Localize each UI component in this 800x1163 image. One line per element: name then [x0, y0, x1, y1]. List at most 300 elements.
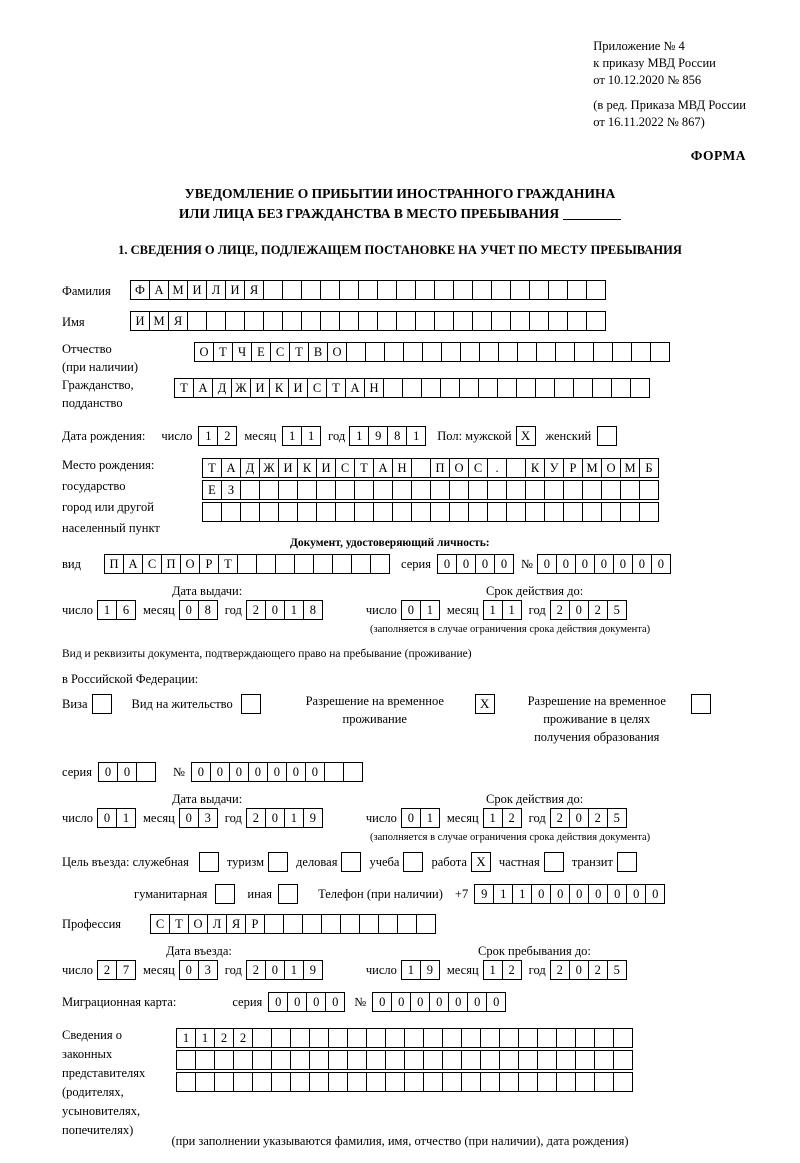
cell[interactable] [366, 1028, 386, 1048]
issue-month-input[interactable] [179, 600, 217, 620]
cell[interactable] [575, 1072, 595, 1092]
cell[interactable] [366, 1050, 386, 1070]
cell[interactable] [402, 378, 422, 398]
cell[interactable] [434, 280, 454, 300]
cell[interactable] [206, 311, 226, 331]
cell[interactable] [404, 1028, 424, 1048]
cell[interactable]: 7 [116, 960, 136, 980]
issue-year-input[interactable] [246, 600, 322, 620]
cell[interactable] [328, 1028, 348, 1048]
permit-valid-year-input[interactable] [550, 808, 626, 828]
cell[interactable]: 2 [246, 600, 266, 620]
cell[interactable]: 2 [550, 808, 570, 828]
cell[interactable] [594, 1028, 614, 1048]
cell[interactable]: 0 [98, 762, 118, 782]
cell[interactable] [411, 480, 431, 500]
cell[interactable] [290, 1072, 310, 1092]
cell[interactable] [422, 342, 442, 362]
cell[interactable]: Ф [130, 280, 150, 300]
edu-residence-checkbox[interactable] [691, 694, 711, 714]
cell[interactable] [252, 1050, 272, 1070]
purpose-private-checkbox[interactable] [544, 852, 564, 872]
cell[interactable] [487, 502, 507, 522]
cell[interactable]: И [278, 458, 298, 478]
cell[interactable]: 0 [448, 992, 468, 1012]
cell[interactable] [309, 1028, 329, 1048]
cell[interactable] [586, 311, 606, 331]
cell[interactable]: 0 [626, 884, 646, 904]
cell[interactable] [620, 480, 640, 500]
cell[interactable] [264, 914, 284, 934]
cell[interactable] [392, 480, 412, 500]
cell[interactable]: С [142, 554, 162, 574]
cell[interactable] [480, 1072, 500, 1092]
visa-checkbox[interactable] [92, 694, 112, 714]
cell[interactable] [460, 342, 480, 362]
cell[interactable]: 9 [303, 960, 323, 980]
cell[interactable] [434, 311, 454, 331]
cell[interactable]: 3 [198, 960, 218, 980]
cell[interactable]: О [180, 554, 200, 574]
cell[interactable] [468, 480, 488, 500]
cell[interactable]: Т [218, 554, 238, 574]
cell[interactable] [517, 342, 537, 362]
cell[interactable]: 0 [651, 554, 671, 574]
cell[interactable]: 2 [588, 808, 608, 828]
cell[interactable] [313, 554, 333, 574]
cell[interactable] [480, 1050, 500, 1070]
cell[interactable]: Ж [259, 458, 279, 478]
cell[interactable] [343, 762, 363, 782]
cell[interactable] [225, 311, 245, 331]
purpose-work-checkbox[interactable]: X [471, 852, 491, 872]
cell[interactable] [449, 502, 469, 522]
cell[interactable] [518, 1028, 538, 1048]
cell[interactable]: К [269, 378, 289, 398]
cell[interactable]: 9 [420, 960, 440, 980]
purpose-tourism-checkbox[interactable] [268, 852, 288, 872]
cell[interactable]: Ч [232, 342, 252, 362]
cell[interactable] [548, 280, 568, 300]
permit-number-input[interactable] [191, 762, 362, 782]
mc-series-input[interactable] [268, 992, 344, 1012]
cell[interactable]: Н [392, 458, 412, 478]
cell[interactable]: 1 [195, 1028, 215, 1048]
cell[interactable]: М [149, 311, 169, 331]
cell[interactable] [480, 1028, 500, 1048]
cell[interactable] [316, 480, 336, 500]
cell[interactable] [472, 311, 492, 331]
cell[interactable]: Ж [231, 378, 251, 398]
cell[interactable] [411, 458, 431, 478]
cell[interactable]: С [150, 914, 170, 934]
cell[interactable]: 1 [493, 884, 513, 904]
cell[interactable]: 1 [502, 600, 522, 620]
cell[interactable] [453, 280, 473, 300]
cell[interactable]: 1 [420, 600, 440, 620]
cell[interactable] [567, 311, 587, 331]
cell[interactable]: Л [207, 914, 227, 934]
cell[interactable] [278, 502, 298, 522]
cell[interactable] [244, 311, 264, 331]
cell[interactable]: 1 [284, 808, 304, 828]
cell[interactable] [403, 342, 423, 362]
cell[interactable] [639, 480, 659, 500]
cell[interactable]: И [288, 378, 308, 398]
cell[interactable] [449, 480, 469, 500]
cell[interactable]: М [168, 280, 188, 300]
cell[interactable]: 0 [575, 554, 595, 574]
cell[interactable] [612, 342, 632, 362]
cell[interactable]: Д [240, 458, 260, 478]
doc-type-input[interactable] [104, 554, 389, 574]
cell[interactable]: Т [354, 458, 374, 478]
cell[interactable] [491, 311, 511, 331]
cell[interactable]: С [270, 342, 290, 362]
cell[interactable] [195, 1072, 215, 1092]
cell[interactable]: 0 [401, 808, 421, 828]
cell[interactable] [259, 480, 279, 500]
cell[interactable]: 1 [420, 808, 440, 828]
cell[interactable] [320, 280, 340, 300]
cell[interactable]: 0 [401, 600, 421, 620]
cell[interactable]: 2 [588, 600, 608, 620]
cell[interactable]: И [250, 378, 270, 398]
cell[interactable]: И [316, 458, 336, 478]
cell[interactable]: 0 [179, 960, 199, 980]
cell[interactable] [442, 1028, 462, 1048]
cell[interactable]: 1 [483, 808, 503, 828]
cell[interactable] [461, 1072, 481, 1092]
cell[interactable]: М [620, 458, 640, 478]
cell[interactable] [320, 311, 340, 331]
cell[interactable]: 0 [179, 808, 199, 828]
cell[interactable] [302, 914, 322, 934]
cell[interactable]: О [327, 342, 347, 362]
cell[interactable] [256, 554, 276, 574]
cell[interactable]: . [487, 458, 507, 478]
cell[interactable] [555, 342, 575, 362]
cell[interactable]: Я [168, 311, 188, 331]
permit-issue-day-input[interactable] [97, 808, 135, 828]
cell[interactable]: 0 [632, 554, 652, 574]
cell[interactable]: 0 [191, 762, 211, 782]
cell[interactable] [506, 458, 526, 478]
cell[interactable] [529, 311, 549, 331]
cell[interactable]: 0 [286, 762, 306, 782]
cell[interactable] [365, 342, 385, 362]
cell[interactable] [459, 378, 479, 398]
cell[interactable] [252, 1072, 272, 1092]
cell[interactable]: О [188, 914, 208, 934]
cell[interactable] [510, 280, 530, 300]
cell[interactable]: А [221, 458, 241, 478]
sex-male-checkbox[interactable]: X [516, 426, 536, 446]
cell[interactable] [377, 280, 397, 300]
cell[interactable] [385, 1028, 405, 1048]
legal-rep-line-3[interactable] [176, 1072, 632, 1092]
purpose-transit-checkbox[interactable] [617, 852, 637, 872]
permit-series-input[interactable] [98, 762, 155, 782]
permit-valid-day-input[interactable] [401, 808, 439, 828]
cell[interactable]: 1 [284, 600, 304, 620]
cell[interactable] [324, 762, 344, 782]
cell[interactable] [347, 1072, 367, 1092]
cell[interactable] [421, 378, 441, 398]
cell[interactable]: 1 [406, 426, 426, 446]
legal-rep-line-1[interactable] [176, 1028, 632, 1048]
cell[interactable]: 0 [531, 884, 551, 904]
cell[interactable] [366, 1072, 386, 1092]
cell[interactable]: 0 [325, 992, 345, 1012]
cell[interactable]: 0 [467, 992, 487, 1012]
cell[interactable]: 2 [502, 960, 522, 980]
cell[interactable]: 2 [246, 808, 266, 828]
cell[interactable] [415, 280, 435, 300]
cell[interactable]: 0 [437, 554, 457, 574]
profession-input[interactable] [150, 914, 435, 934]
cell[interactable]: И [130, 311, 150, 331]
cell[interactable] [136, 762, 156, 782]
cell[interactable]: Е [251, 342, 271, 362]
purpose-other-checkbox[interactable] [278, 884, 298, 904]
cell[interactable] [290, 1050, 310, 1070]
cell[interactable] [499, 1072, 519, 1092]
cell[interactable]: Я [226, 914, 246, 934]
patronymic-input[interactable] [194, 342, 669, 362]
cell[interactable]: 0 [305, 762, 325, 782]
cell[interactable]: 9 [368, 426, 388, 446]
cell[interactable] [537, 1072, 557, 1092]
cell[interactable]: 0 [210, 762, 230, 782]
cell[interactable]: Л [206, 280, 226, 300]
cell[interactable]: 0 [268, 992, 288, 1012]
cell[interactable]: 1 [483, 600, 503, 620]
cell[interactable] [384, 342, 404, 362]
cell[interactable]: 3 [198, 808, 218, 828]
cell[interactable] [582, 502, 602, 522]
valid-month-input[interactable] [483, 600, 521, 620]
cell[interactable] [195, 1050, 215, 1070]
cell[interactable] [370, 554, 390, 574]
cell[interactable]: Т [169, 914, 189, 934]
cell[interactable]: Т [326, 378, 346, 398]
cell[interactable] [392, 502, 412, 522]
cell[interactable]: 9 [474, 884, 494, 904]
cell[interactable]: 0 [248, 762, 268, 782]
cell[interactable]: П [430, 458, 450, 478]
cell[interactable]: З [221, 480, 241, 500]
cell[interactable]: 0 [429, 992, 449, 1012]
cell[interactable]: 0 [265, 600, 285, 620]
cell[interactable]: О [194, 342, 214, 362]
cell[interactable] [440, 378, 460, 398]
cell[interactable]: Д [212, 378, 232, 398]
cell[interactable] [544, 480, 564, 500]
cell[interactable] [233, 1072, 253, 1092]
cell[interactable] [377, 311, 397, 331]
cell[interactable] [351, 554, 371, 574]
cell[interactable] [396, 311, 416, 331]
cell[interactable] [271, 1072, 291, 1092]
cell[interactable] [354, 502, 374, 522]
cell[interactable] [574, 342, 594, 362]
permit-issue-year-input[interactable] [246, 808, 322, 828]
cell[interactable] [487, 480, 507, 500]
cell[interactable]: 0 [613, 554, 633, 574]
cell[interactable]: С [335, 458, 355, 478]
purpose-service-checkbox[interactable] [199, 852, 219, 872]
doc-series-input[interactable] [437, 554, 513, 574]
cell[interactable] [468, 502, 488, 522]
cell[interactable]: К [297, 458, 317, 478]
cell[interactable] [592, 378, 612, 398]
cell[interactable]: 1 [349, 426, 369, 446]
cell[interactable] [479, 342, 499, 362]
cell[interactable] [309, 1072, 329, 1092]
cell[interactable] [594, 1072, 614, 1092]
cell[interactable] [278, 480, 298, 500]
cell[interactable]: 1 [198, 426, 218, 446]
cell[interactable]: С [307, 378, 327, 398]
cell[interactable] [423, 1072, 443, 1092]
cell[interactable] [187, 311, 207, 331]
cell[interactable] [415, 311, 435, 331]
cell[interactable] [404, 1050, 424, 1070]
cell[interactable] [650, 342, 670, 362]
cell[interactable] [301, 311, 321, 331]
cell[interactable] [554, 378, 574, 398]
cell[interactable] [525, 480, 545, 500]
cell[interactable]: 2 [502, 808, 522, 828]
cell[interactable]: Р [563, 458, 583, 478]
cell[interactable] [309, 1050, 329, 1070]
cell[interactable]: 0 [265, 960, 285, 980]
cell[interactable]: 0 [475, 554, 495, 574]
birth-day-input[interactable] [198, 426, 236, 446]
cell[interactable] [385, 1072, 405, 1092]
cell[interactable]: 0 [486, 992, 506, 1012]
cell[interactable]: 5 [607, 960, 627, 980]
cell[interactable] [294, 554, 314, 574]
cell[interactable] [404, 1072, 424, 1092]
cell[interactable] [516, 378, 536, 398]
cell[interactable] [573, 378, 593, 398]
valid-day-input[interactable] [401, 600, 439, 620]
cell[interactable] [271, 1050, 291, 1070]
cell[interactable]: 0 [494, 554, 514, 574]
cell[interactable]: П [161, 554, 181, 574]
cell[interactable] [556, 1050, 576, 1070]
cell[interactable] [176, 1072, 196, 1092]
purpose-business-checkbox[interactable] [341, 852, 361, 872]
sex-female-checkbox[interactable] [597, 426, 617, 446]
cell[interactable] [282, 280, 302, 300]
cell[interactable] [335, 502, 355, 522]
cell[interactable] [563, 480, 583, 500]
cell[interactable] [339, 311, 359, 331]
cell[interactable]: А [123, 554, 143, 574]
cell[interactable]: О [449, 458, 469, 478]
cell[interactable] [233, 1050, 253, 1070]
cell[interactable] [290, 1028, 310, 1048]
permit-issue-month-input[interactable] [179, 808, 217, 828]
cell[interactable] [347, 1028, 367, 1048]
cell[interactable]: 1 [282, 426, 302, 446]
cell[interactable] [620, 502, 640, 522]
cell[interactable] [497, 378, 517, 398]
cell[interactable] [613, 1028, 633, 1048]
cell[interactable] [332, 554, 352, 574]
cell[interactable] [297, 502, 317, 522]
cell[interactable] [411, 502, 431, 522]
cell[interactable] [237, 554, 257, 574]
birthplace-line-1[interactable] [202, 458, 658, 478]
cell[interactable] [499, 1050, 519, 1070]
cell[interactable] [240, 502, 260, 522]
cell[interactable]: 0 [306, 992, 326, 1012]
cell[interactable]: 1 [401, 960, 421, 980]
cell[interactable]: 0 [569, 600, 589, 620]
cell[interactable]: М [582, 458, 602, 478]
cell[interactable]: Р [245, 914, 265, 934]
cell[interactable]: 9 [303, 808, 323, 828]
cell[interactable]: 0 [391, 992, 411, 1012]
cell[interactable]: 0 [265, 808, 285, 828]
cell[interactable] [441, 342, 461, 362]
cell[interactable]: 6 [116, 600, 136, 620]
citizenship-input[interactable] [174, 378, 649, 398]
cell[interactable]: Т [174, 378, 194, 398]
cell[interactable]: 8 [198, 600, 218, 620]
cell[interactable] [263, 280, 283, 300]
cell[interactable] [358, 280, 378, 300]
birth-month-input[interactable] [282, 426, 320, 446]
cell[interactable] [423, 1050, 443, 1070]
cell[interactable] [271, 1028, 291, 1048]
cell[interactable]: 2 [588, 960, 608, 980]
cell[interactable] [544, 502, 564, 522]
cell[interactable] [518, 1050, 538, 1070]
cell[interactable]: А [193, 378, 213, 398]
cell[interactable] [214, 1050, 234, 1070]
cell[interactable]: 5 [607, 600, 627, 620]
mc-number-input[interactable] [372, 992, 505, 1012]
cell[interactable]: 2 [550, 960, 570, 980]
valid-year-input[interactable] [550, 600, 626, 620]
cell[interactable] [461, 1028, 481, 1048]
temp-residence-checkbox[interactable]: X [475, 694, 495, 714]
cell[interactable] [529, 280, 549, 300]
cell[interactable]: Т [289, 342, 309, 362]
cell[interactable] [594, 1050, 614, 1070]
cell[interactable] [536, 342, 556, 362]
cell[interactable]: 1 [176, 1028, 196, 1048]
cell[interactable]: 2 [246, 960, 266, 980]
cell[interactable] [214, 1072, 234, 1092]
surname-input[interactable] [130, 280, 605, 300]
cell[interactable]: Б [639, 458, 659, 478]
cell[interactable]: 0 [372, 992, 392, 1012]
cell[interactable] [518, 1072, 538, 1092]
cell[interactable]: 2 [214, 1028, 234, 1048]
cell[interactable]: 0 [97, 808, 117, 828]
cell[interactable]: 0 [117, 762, 137, 782]
cell[interactable]: 0 [410, 992, 430, 1012]
cell[interactable] [442, 1072, 462, 1092]
cell[interactable] [347, 1050, 367, 1070]
cell[interactable] [556, 1072, 576, 1092]
